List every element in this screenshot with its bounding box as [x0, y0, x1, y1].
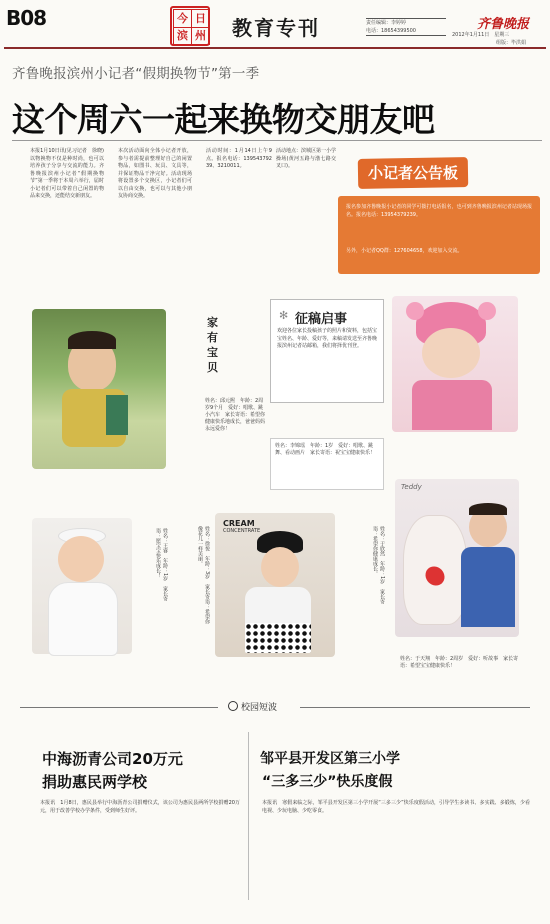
- masthead-rule: [4, 47, 546, 49]
- article-col-2: 本次活动面向全体小记者开放，参与者需提前整理好自己的闲置物品，如图书、玩具、文具等，并保证物品干净完好。活动现场将设置多个交换区，小记者们可以自由交换，也可以与其他小朋友协商交换。: [118, 148, 192, 199]
- notice-footer: 另外，小记者QQ群：127604658，欢迎加入交流。: [346, 248, 463, 254]
- campus-section-label: 校园短波: [241, 703, 278, 713]
- page-number: B08: [6, 6, 47, 30]
- zhenggao-box: [270, 299, 384, 403]
- baby-caption-6: 姓名：于天翔 年龄：2周岁 爱好：听故事 家长寄语：希望宝宝健康快乐！: [400, 656, 519, 669]
- masthead: [0, 0, 550, 48]
- editor-line: 责任编辑：李婷婷: [366, 18, 446, 27]
- seal-char-1: 今: [173, 9, 192, 28]
- notice-title: 小记者公告板: [368, 164, 459, 182]
- cream-text: CREAM: [223, 519, 255, 528]
- date-line: 2012年1月11日 星期三: [452, 32, 510, 38]
- baby-photo-cream-girl: [215, 513, 335, 657]
- article-col-4: 活动地点：滨城区第一小学操场(黄河五路与渤七路交叉口)。: [276, 148, 337, 169]
- notice-text: 报名参加齐鲁晚报小记者的同学可拨打电话报名，也可到齐鲁晚报滨州记者站现场报名。报名电话：13954379239。: [346, 204, 532, 218]
- headline-main: 这个周六一起来换物交朋友吧: [12, 100, 435, 139]
- baby-caption-4: 姓名：徐悦 年龄：3岁 家长寄语：希望你像花儿一样美丽。: [197, 526, 210, 625]
- newspaper-brand: 齐鲁晚报: [477, 17, 530, 32]
- baby-caption-5: 姓名：于欣然 年龄：1岁 家长寄语：希望你健康成长。: [372, 526, 385, 605]
- baby-photo-boy-yellow: [32, 309, 166, 469]
- headline-kicker: 齐鲁晚报滨州小记者“假期换物节”第一季: [12, 66, 260, 82]
- seal-char-2: 日: [191, 9, 210, 28]
- bottom-left-title-1: 中海沥青公司20万元: [42, 750, 183, 768]
- bottom-right-title-1: 邹平县开发区第三小学: [260, 751, 400, 767]
- baby-photo-pink-hat: [392, 296, 518, 432]
- feature-title-char-2: 有: [207, 331, 218, 344]
- baby-photo-teddy-boy: [395, 479, 519, 637]
- baby-caption-3: 姓名：王睿 年龄：1岁 家长寄语：愿宝宝快乐成长！: [155, 528, 168, 602]
- bottom-column-divider: [248, 732, 249, 900]
- bottom-left-text: 本报讯 1月8日，惠民县举行中海沥青公司捐赠仪式，该公司为惠民县两所学校捐赠20万元，用于改善学校办学条件，受到师生好评。: [40, 800, 240, 814]
- article-col-3: 活动时间：1月14日上午9点。报名电话：13954379239、3210011。: [206, 148, 272, 169]
- seal-char-3: 滨: [173, 27, 192, 45]
- baby-caption-1: 姓名：邱元熙 年龄：2周岁9个月 爱好：唱歌、跳小汽车 家长寄语：希望你健康快乐地成长，爸爸妈妈永远爱你！: [205, 398, 266, 432]
- zhenggao-title: 征稿启事: [295, 312, 348, 327]
- article-col-1: 本报1月10日讯(见习记者 徐晓) 以物换物不仅是种时尚，也可以培养孩子分享与交流的能力。齐鲁晚报滨州小记者“假期换物节”第一季将于本周六举行，届时小记者们可以带着自己闲置的物品来交换，还能结交新朋友。: [30, 148, 110, 199]
- bottom-left-title-2: 捐助惠民两学校: [42, 773, 148, 791]
- seal-char-4: 州: [191, 27, 210, 45]
- proof-line: 组版：毕洪娟: [496, 40, 527, 46]
- zhenggao-text: 欢迎各位家长投稿孩子的照片和资料，包括宝宝姓名、年龄、爱好等，来稿请发送至齐鲁晚报滨州记者站邮箱，我们将择优刊登。: [277, 328, 378, 349]
- phone-line: 电话：18654399500: [366, 28, 446, 36]
- baby-photo-white-dress: [32, 518, 132, 654]
- campus-bullet-icon: [228, 701, 238, 711]
- feature-title-char-1: 家: [207, 316, 218, 329]
- notice-board: [338, 148, 540, 274]
- feature-title-char-4: 贝: [207, 361, 218, 374]
- gear-icon: ✻: [279, 309, 289, 322]
- concentrate-text: CONCENTRATE: [223, 528, 261, 534]
- section-title: 教育专刊: [232, 16, 320, 40]
- bottom-right-title-2: “三多三少”快乐度假: [262, 774, 393, 790]
- binbao-seal-logo: [170, 6, 210, 46]
- campus-rule-left: [20, 707, 218, 708]
- bottom-right-text: 本报讯 寒假来临之际，邹平县开发区第三小学开展“三多三少”快乐度假活动，引导学生多读书、多实践、多锻炼，少看电视、少玩电脑、少吃零食。: [262, 800, 530, 814]
- campus-rule-right: [300, 707, 530, 708]
- headline-rule: [12, 140, 542, 141]
- teddy-text: Teddy: [401, 483, 422, 491]
- feature-title-char-3: 宝: [207, 346, 218, 359]
- baby-caption-2: 姓名：李锦瑶 年龄：1岁 爱好：唱歌、跳舞、看动画片 家长寄语：祝宝宝健康快乐！: [275, 443, 376, 456]
